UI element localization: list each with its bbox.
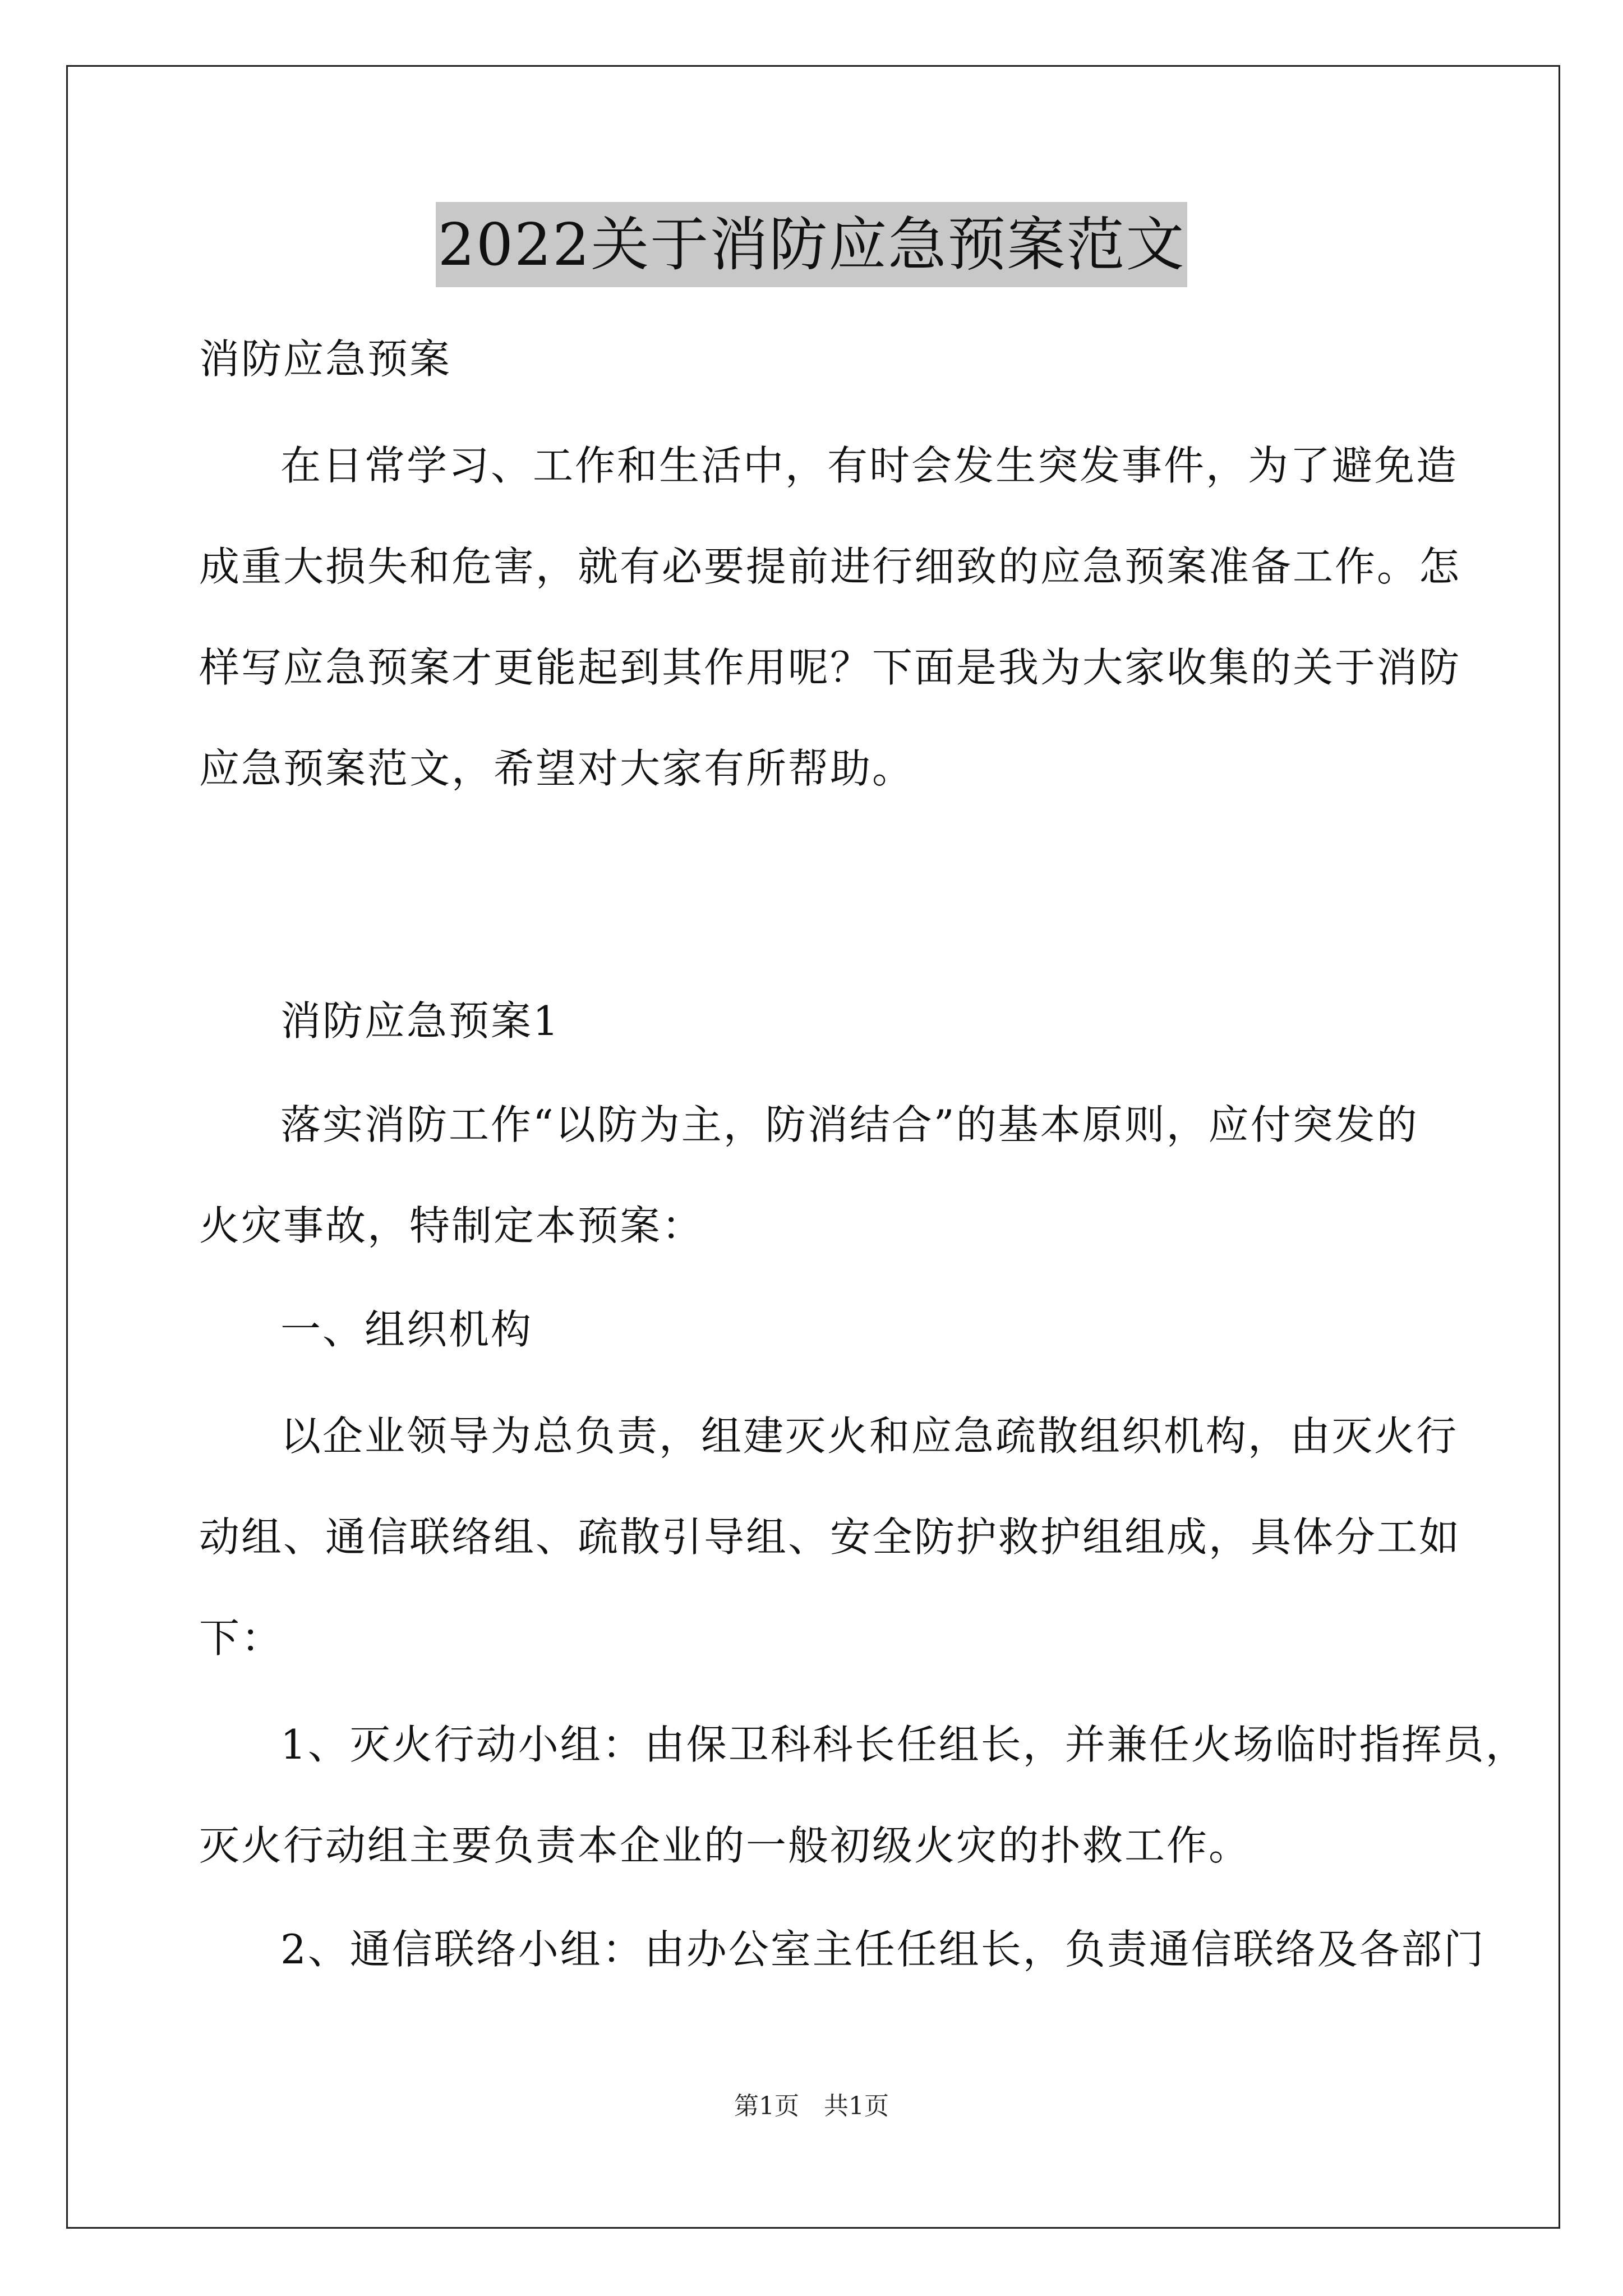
paragraph-line: 1、灭火行动小组：由保卫科科长任组长，并兼任火场临时指挥员， <box>280 1721 1528 1768</box>
subsection-heading: 消防应急预案1 <box>280 997 560 1045</box>
paragraph-line: 成重大损失和危害，就有必要提前进行细致的应急预案准备工作。怎 <box>199 543 1461 590</box>
section-heading: 消防应急预案 <box>199 335 452 383</box>
document-title: 2022关于消防应急预案范文 <box>436 202 1188 287</box>
paragraph-line: 下： <box>199 1614 284 1662</box>
paragraph-line: 样写应急预案才更能起到其作用呢？下面是我为大家收集的关于消防 <box>199 644 1461 691</box>
paragraph-line: 灭火行动组主要负责本企业的一般初级火灾的扑救工作。 <box>199 1822 1251 1869</box>
title-container <box>0 202 1623 287</box>
paragraph-line: 火灾事故，特制定本预案： <box>199 1202 704 1249</box>
paragraph-line: 2、通信联络小组：由办公室主任任组长，负责通信联络及各部门 <box>280 1926 1486 1973</box>
section-heading: 一、组织机构 <box>280 1306 533 1353</box>
paragraph-line: 在日常学习、工作和生活中，有时会发生突发事件，为了避免造 <box>280 442 1459 489</box>
paragraph-line: 以企业领导为总负责，组建灭火和应急疏散组织机构，由灭火行 <box>280 1412 1459 1460</box>
page-number-footer: 第1页 共1页 <box>734 2092 889 2120</box>
paragraph-line: 动组、通信联络组、疏散引导组、安全防护救护组组成，具体分工如 <box>199 1513 1461 1561</box>
paragraph-line: 落实消防工作“以防为主，防消结合”的基本原则，应付突发的 <box>280 1101 1419 1148</box>
paragraph-line: 应急预案范文，希望对大家有所帮助。 <box>199 745 915 792</box>
